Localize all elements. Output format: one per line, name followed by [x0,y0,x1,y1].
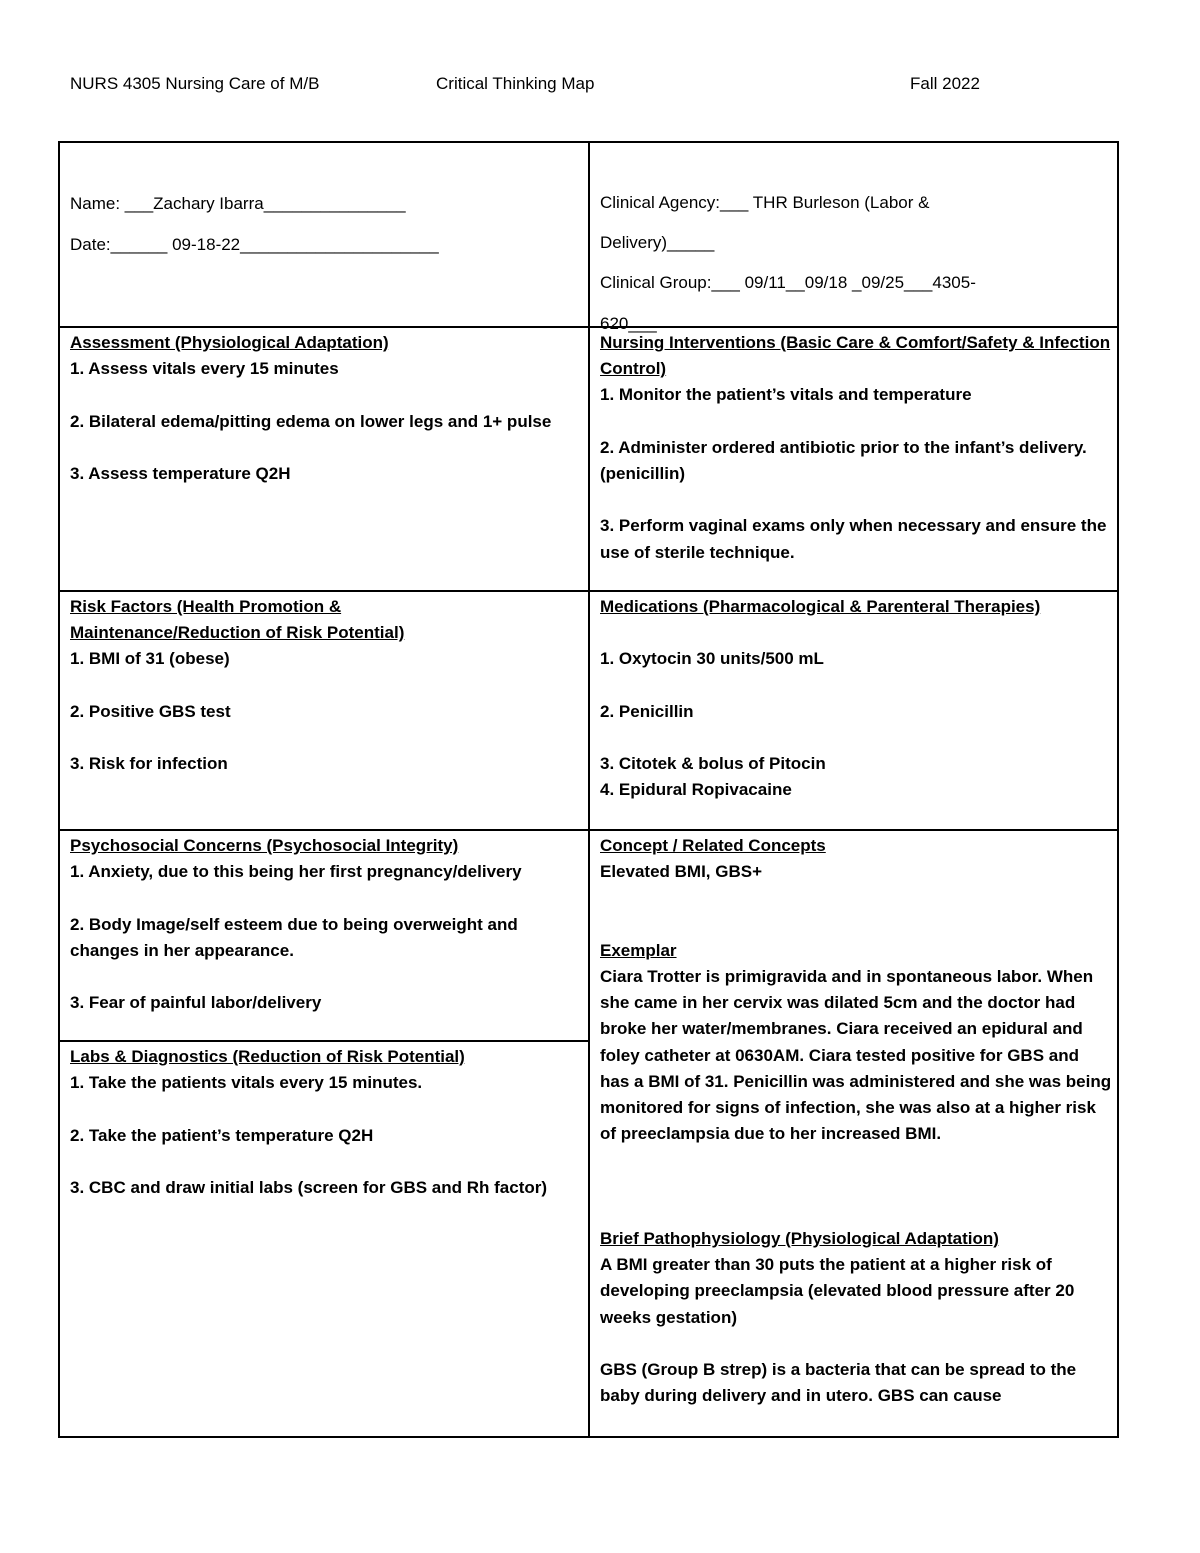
concept-text: Elevated BMI, GBS+ [600,862,763,882]
medications-heading: Medications (Pharmacological & Parenteral Therapies) [600,597,1041,616]
concept-heading: Concept / Related Concepts [600,836,826,855]
list-item: 3. CBC and draw initial labs (screen for GBS and Rh factor) [70,1177,548,1197]
list-item: 4. Epidural Ropivacaine [600,780,792,800]
document-title: Critical Thinking Map [436,74,595,93]
labs-heading: Labs & Diagnostics (Reduction of Risk Potential) [70,1047,465,1066]
list-item: 2. Administer ordered antibiotic prior to the infant’s delivery. (penicillin) [600,437,1087,483]
list-item: 2. Take the patient’s temperature Q2H [70,1125,374,1145]
exemplar-heading: Exemplar [600,940,677,960]
list-item: 3. Citotek & bolus of Pitocin [600,754,826,774]
clinical-group-field-cont: 620___ [600,314,657,333]
list-item: 1. Monitor the patient’s vitals and temperature [600,385,972,405]
clinical-group-field: Clinical Group:___ 09/11__09/18 _09/25___4305- [600,273,976,292]
page-header [70,74,1130,100]
medications-cell [600,594,1112,804]
risk-factors-heading-cont: Maintenance/Reduction of Risk Potential) [70,623,405,643]
list-item: 3. Assess temperature Q2H [70,463,291,483]
list-item: 1. Take the patients vitals every 15 minutes. [70,1073,423,1093]
date-field: Date:______ 09-18-22_____________________ [70,235,439,254]
clinical-info-cell [600,183,1112,337]
list-item: 3. Fear of painful labor/delivery [70,993,322,1013]
interventions-cell [600,330,1112,566]
risk-factors-heading: Risk Factors (Health Promotion & [70,597,342,616]
name-field: Name: ___Zachary Ibarra_______________ [70,194,406,213]
clinical-agency-field: Clinical Agency:___ THR Burleson (Labor & [600,193,930,212]
list-item: 1. Assess vitals every 15 minutes [70,359,339,379]
list-item: 3. Perform vaginal exams only when necessary and ensure the use of sterile technique. [600,516,1107,562]
risk-factors-cell [70,594,580,777]
pathophysiology-text-cont: GBS (Group B strep) is a bacteria that can be spread to the baby during delivery and in utero. GBS can cause [600,1359,1077,1406]
course-title: NURS 4305 Nursing Care of M/B [70,74,320,93]
list-item: 2. Penicillin [600,701,694,721]
labs-cell [70,1044,580,1201]
concept-cell [600,833,1112,1433]
assessment-cell [70,330,580,487]
list-item: 3. Risk for infection [70,754,228,774]
list-item: 1. Oxytocin 30 units/500 mL [600,649,824,669]
pathophysiology-heading: Brief Pathophysiology (Physiological Adaptation) [600,1228,999,1248]
list-item: 2. Positive GBS test [70,701,231,721]
list-item: 1. BMI of 31 (obese) [70,649,230,669]
clinical-agency-field-cont: Delivery)_____ [600,233,715,252]
pathophysiology-text: A BMI greater than 30 puts the patient at a higher risk of developing preeclampsia (elevated blood pressure after 20 weeks gestation) [600,1255,1075,1327]
interventions-heading: Nursing Interventions (Basic Care & Comfort/Safety & Infection Control) [600,333,1111,379]
psychosocial-cell [70,833,582,1016]
psychosocial-heading: Psychosocial Concerns (Psychosocial Integrity) [70,836,459,855]
list-item: 2. Bilateral edema/pitting edema on lower legs and 1+ pulse [70,411,552,431]
list-item: 2. Body Image/self esteem due to being overweight and changes in her appearance. [70,914,518,960]
assessment-heading: Assessment (Physiological Adaptation) [70,333,389,352]
exemplar-text: Ciara Trotter is primigravida and in spontaneous labor. When she came in her cervix was dilated 5cm and the doctor had broke her water/membranes. Ciara received an epidural and foley catheter at 0630AM. Ciara tested positive for GBS and has a BMI of 31. Penicillin was administered and she was being monitored for signs of infection, she was also at a higher risk of preeclampsia due to her increased BMI. [600,966,1112,1144]
student-info-cell [70,183,580,265]
term-label: Fall 2022 [910,74,980,93]
list-item: 1. Anxiety, due to this being her first pregnancy/delivery [70,862,522,882]
